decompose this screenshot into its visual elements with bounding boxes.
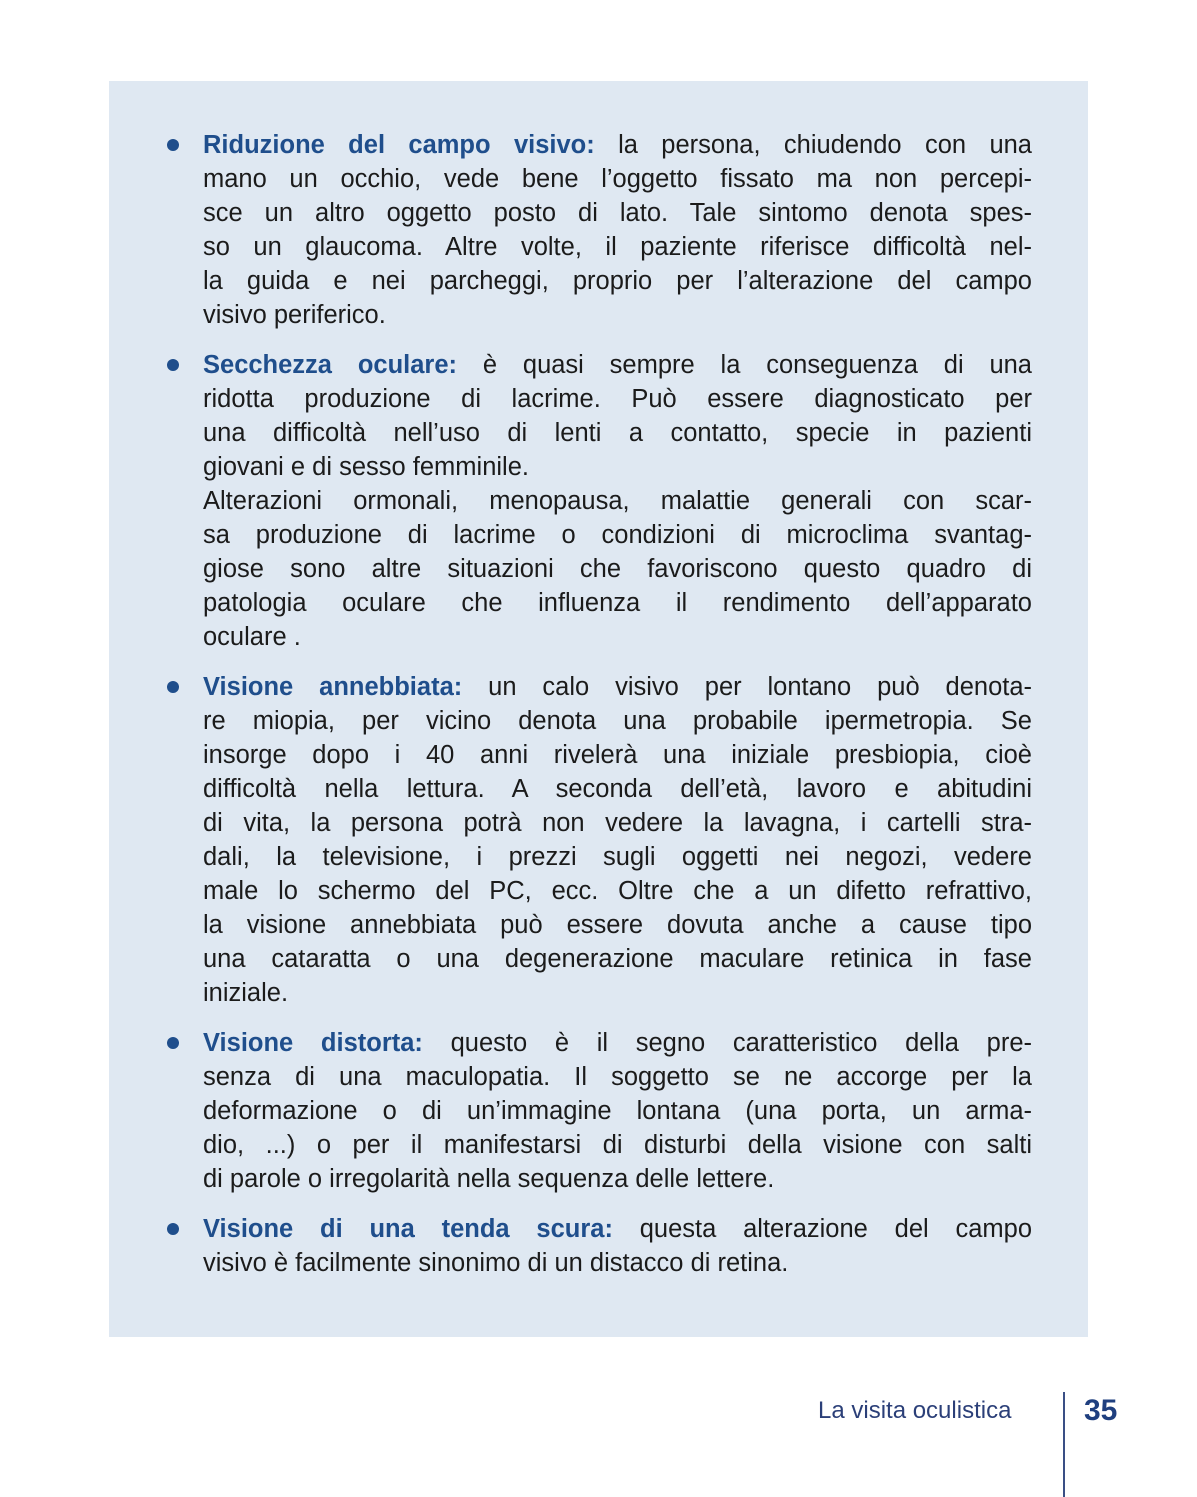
text-line (203, 484, 1032, 518)
line-text: la guida e nei parcheggi, proprio per l’alterazione del campo (203, 267, 1032, 295)
item-label: Visione annebbiata: (203, 673, 463, 701)
line-text: visivo è facilmente sinonimo di un distacco di retina. (203, 1249, 789, 1277)
line-text: sa produzione di lacrime o condizioni di microclima svantag- (203, 521, 1032, 549)
list-item (203, 128, 1032, 332)
section-title: La visita oculistica (818, 1397, 1012, 1424)
text-line (203, 382, 1032, 416)
text-line (203, 128, 1032, 162)
line-text: Alterazioni ormonali, menopausa, malattie generali con scar- (203, 487, 1032, 515)
item-label: Visione di una tenda scura: (203, 1215, 613, 1243)
text-line (203, 416, 1032, 450)
line-text: un calo visivo per lontano può denota- (462, 673, 1033, 701)
item-label: Riduzione del campo visivo: (203, 131, 595, 159)
text-line (203, 840, 1032, 874)
line-text: ridotta produzione di lacrime. Può essere diagnosticato per (203, 385, 1032, 413)
line-text: deformazione o di un’immagine lontana (una porta, un arma- (203, 1097, 1032, 1125)
text-line (203, 518, 1032, 552)
line-text: questo è il segno caratteristico della pre- (422, 1029, 1032, 1057)
line-text: male lo schermo del PC, ecc. Oltre che a un difetto refrattivo, (203, 877, 1032, 905)
line-text: patologia oculare che influenza il rendimento dell’apparato (203, 589, 1032, 617)
text-line (203, 942, 1032, 976)
line-text: è quasi sempre la conseguenza di una (457, 351, 1032, 379)
footer-divider (1063, 1392, 1065, 1497)
line-text: una difficoltà nell’uso di lenti a contatto, specie in pazienti (203, 419, 1032, 447)
bullet-icon (167, 1223, 179, 1235)
line-text: dio, ...) o per il manifestarsi di disturbi della visione con salti (203, 1131, 1032, 1159)
line-text: di vita, la persona potrà non vedere la lavagna, i cartelli stra- (203, 809, 1032, 837)
line-text: insorge dopo i 40 anni rivelerà una iniziale presbiopia, cioè (203, 741, 1032, 769)
text-line (203, 1246, 1032, 1280)
line-text: difficoltà nella lettura. A seconda dell’età, lavoro e abitudini (203, 775, 1032, 803)
list-item (203, 1212, 1032, 1280)
text-line (203, 298, 1032, 332)
line-text: la visione annebbiata può essere dovuta anche a cause tipo (203, 911, 1032, 939)
line-text: sce un altro oggetto posto di lato. Tale sintomo denota spes- (203, 199, 1032, 227)
text-line (203, 670, 1032, 704)
text-line (203, 196, 1032, 230)
text-line (203, 450, 1032, 484)
list-item (203, 348, 1032, 654)
text-line (203, 1026, 1032, 1060)
list-item (203, 1026, 1032, 1196)
line-text: iniziale. (203, 979, 289, 1007)
text-line (203, 1128, 1032, 1162)
text-line (203, 704, 1032, 738)
line-text: visivo periferico. (203, 301, 386, 329)
text-line (203, 908, 1032, 942)
line-text: giose sono altre situazioni che favoriscono questo quadro di (203, 555, 1032, 583)
line-text: mano un occhio, vede bene l’oggetto fissato ma non percepi- (203, 165, 1032, 193)
text-line (203, 772, 1032, 806)
text-line (203, 586, 1032, 620)
item-label: Secchezza oculare: (203, 351, 458, 379)
bullet-icon (167, 139, 179, 151)
text-line (203, 1212, 1032, 1246)
item-label: Visione distorta: (203, 1029, 423, 1057)
line-text: so un glaucoma. Altre volte, il paziente riferisce difficoltà nel- (203, 233, 1032, 261)
text-line (203, 1094, 1032, 1128)
list-item (203, 670, 1032, 1010)
line-text: giovani e di sesso femminile. (203, 453, 529, 481)
text-line (203, 620, 1032, 654)
symptom-list (203, 128, 1032, 1296)
text-line (203, 348, 1032, 382)
text-line (203, 806, 1032, 840)
bullet-icon (167, 359, 179, 371)
bullet-icon (167, 681, 179, 693)
line-text: di parole o irregolarità nella sequenza delle lettere. (203, 1165, 775, 1193)
line-text: questa alterazione del campo (612, 1215, 1032, 1243)
text-line (203, 738, 1032, 772)
text-line (203, 874, 1032, 908)
text-line (203, 162, 1032, 196)
line-text: senza di una maculopatia. Il soggetto se ne accorge per la (203, 1063, 1032, 1091)
bullet-icon (167, 1037, 179, 1049)
line-text: una cataratta o una degenerazione maculare retinica in fase (203, 945, 1032, 973)
line-text: oculare . (203, 623, 301, 651)
text-line (203, 976, 1032, 1010)
line-text: la persona, chiudendo con una (594, 131, 1032, 159)
text-line (203, 230, 1032, 264)
text-line (203, 1162, 1032, 1196)
text-line (203, 1060, 1032, 1094)
page-number: 35 (1084, 1394, 1118, 1427)
text-line (203, 264, 1032, 298)
line-text: dali, la televisione, i prezzi sugli oggetti nei negozi, vedere (203, 843, 1032, 871)
text-line (203, 552, 1032, 586)
line-text: re miopia, per vicino denota una probabile ipermetropia. Se (203, 707, 1032, 735)
